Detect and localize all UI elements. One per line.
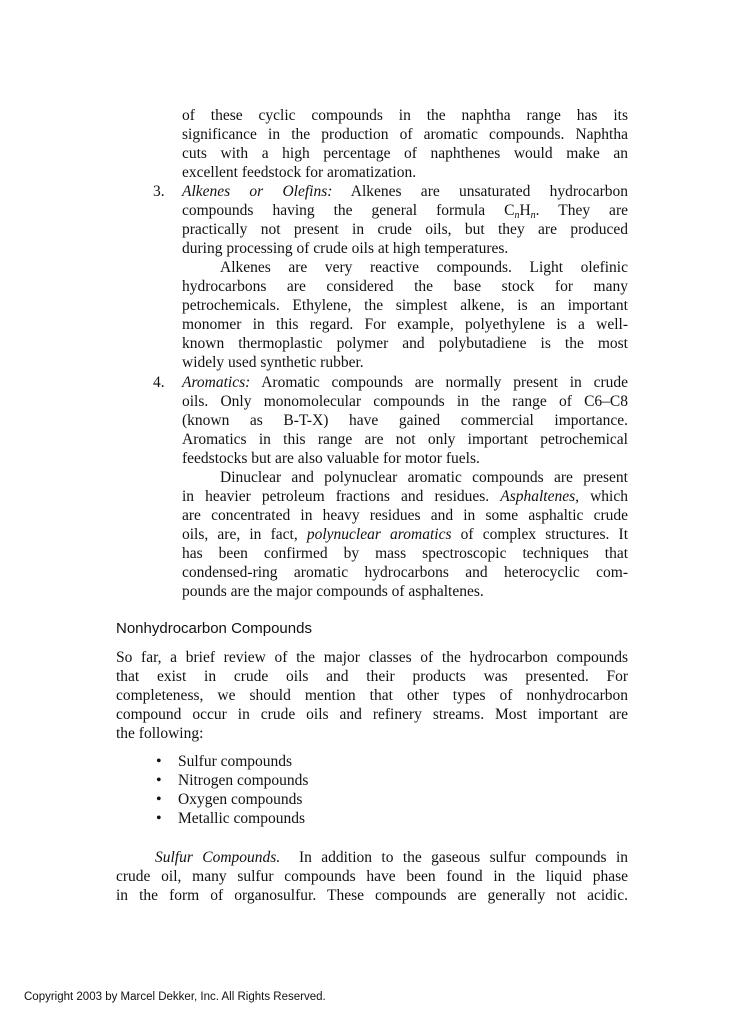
body-text-line: condensed-ring aromatic hydrocarbons and heterocyclic com- [182, 564, 628, 581]
list-item: Nitrogen compounds [178, 772, 309, 789]
body-text-line: are concentrated in heavy residues and in some asphaltic crude [182, 507, 628, 524]
body-text-line: hydrocarbons are considered the base stock for many [182, 278, 628, 295]
list-item: Oxygen compounds [178, 791, 303, 808]
body-text-line: crude oil, many sulfur compounds have been found in the liquid phase [116, 868, 628, 885]
section-heading: Nonhydrocarbon Compounds [116, 620, 312, 637]
body-text-line: feedstocks but are also valuable for motor fuels. [182, 450, 480, 467]
body-text-line: completeness, we should mention that other types of nonhydrocarbon [116, 687, 628, 704]
list-number-4: 4. [153, 374, 165, 391]
body-text-line: in the form of organosulfur. These compounds are generally not acidic. [116, 887, 628, 904]
line-text: which [590, 488, 628, 505]
formula-line-text: compounds having the general formula C [182, 202, 515, 219]
item3-label: Alkenes or Olefins: [182, 183, 333, 200]
item4-line1-text: Aromatic compounds are normally present in crude [261, 374, 628, 391]
body-text-line: pounds are the major compounds of asphaltenes. [182, 583, 484, 600]
formula-hydrogen: H [519, 202, 531, 219]
item3-formula-line [182, 201, 628, 220]
body-text-line: Alkenes are very reactive compounds. Light olefinic [220, 259, 628, 276]
bullet-icon: • [156, 753, 162, 770]
body-text-line: the following: [116, 725, 204, 742]
formula-line-tail: . They are [535, 202, 628, 219]
body-text-line: Dinuclear and polynuclear aromatic compounds are present [220, 469, 628, 486]
body-text-line: of these cyclic compounds in the naphtha range has its [182, 107, 628, 124]
list-number-3: 3. [153, 183, 165, 200]
body-text-line: significance in the production of aromatic compounds. Naphtha [182, 126, 628, 143]
body-text-line: has been confirmed by mass spectroscopic techniques that [182, 545, 628, 562]
body-text-line: that exist in crude oils and their products was presented. For [116, 668, 628, 685]
formula-subscript: n [530, 210, 536, 221]
body-text-line: during processing of crude oils at high temperatures. [182, 240, 509, 257]
item3-line1-text: Alkenes are unsaturated hydrocarbon [350, 183, 628, 200]
bullet-icon: • [156, 810, 162, 827]
body-text-line: excellent feedstock for aromatization. [182, 164, 417, 181]
body-text-line: known thermoplastic polymer and polybutadiene is the most [182, 335, 628, 352]
body-text-line: cuts with a high percentage of naphthenes would make an [182, 145, 628, 162]
body-text-line: oils. Only monomolecular compounds in the range of C6–C8 [182, 393, 628, 410]
item4-label: Aromatics: [182, 374, 251, 391]
italic-term-polynuclear-aromatics: polynuclear aromatics [306, 526, 452, 543]
italic-term-asphaltenes: Asphaltenes, [500, 488, 580, 505]
body-text-line: Aromatics in this range are not only important petrochemical [182, 431, 628, 448]
body-text-line: practically not present in crude oils, but they are produced [182, 221, 628, 238]
bullet-icon: • [156, 791, 162, 808]
list-item: Sulfur compounds [178, 753, 293, 770]
sulfur-first-line [155, 848, 628, 867]
formula-subscript: n [514, 210, 520, 221]
bullet-icon: • [156, 772, 162, 789]
line-text: of complex structures. It [460, 526, 628, 543]
body-text-line: petrochemicals. Ethylene, the simplest alkene, is an important [182, 297, 628, 314]
asphaltenes-line [182, 487, 628, 506]
copyright-footer: Copyright 2003 by Marcel Dekker, Inc. All Rights Reserved. [24, 991, 326, 1003]
body-text-line: widely used synthetic rubber. [182, 354, 364, 371]
body-text-line: monomer in this regard. For example, polyethylene is a well- [182, 316, 628, 333]
body-text-line: (known as B-T-X) have gained commercial importance. [182, 412, 628, 429]
body-text-line: compound occur in crude oils and refinery streams. Most important are [116, 706, 628, 723]
line-text: oils, are, in fact, [182, 526, 298, 543]
item4-first-line [182, 373, 628, 392]
item3-first-line [182, 182, 628, 201]
body-text-line: So far, a brief review of the major classes of the hydrocarbon compounds [116, 649, 628, 666]
sulfur-line1-text: In addition to the gaseous sulfur compounds in [298, 849, 628, 866]
sulfur-label: Sulfur Compounds. [155, 849, 281, 866]
polynuclear-line [182, 525, 628, 544]
list-item: Metallic compounds [178, 810, 305, 827]
line-text: in heavier petroleum fractions and residues. [182, 488, 490, 505]
